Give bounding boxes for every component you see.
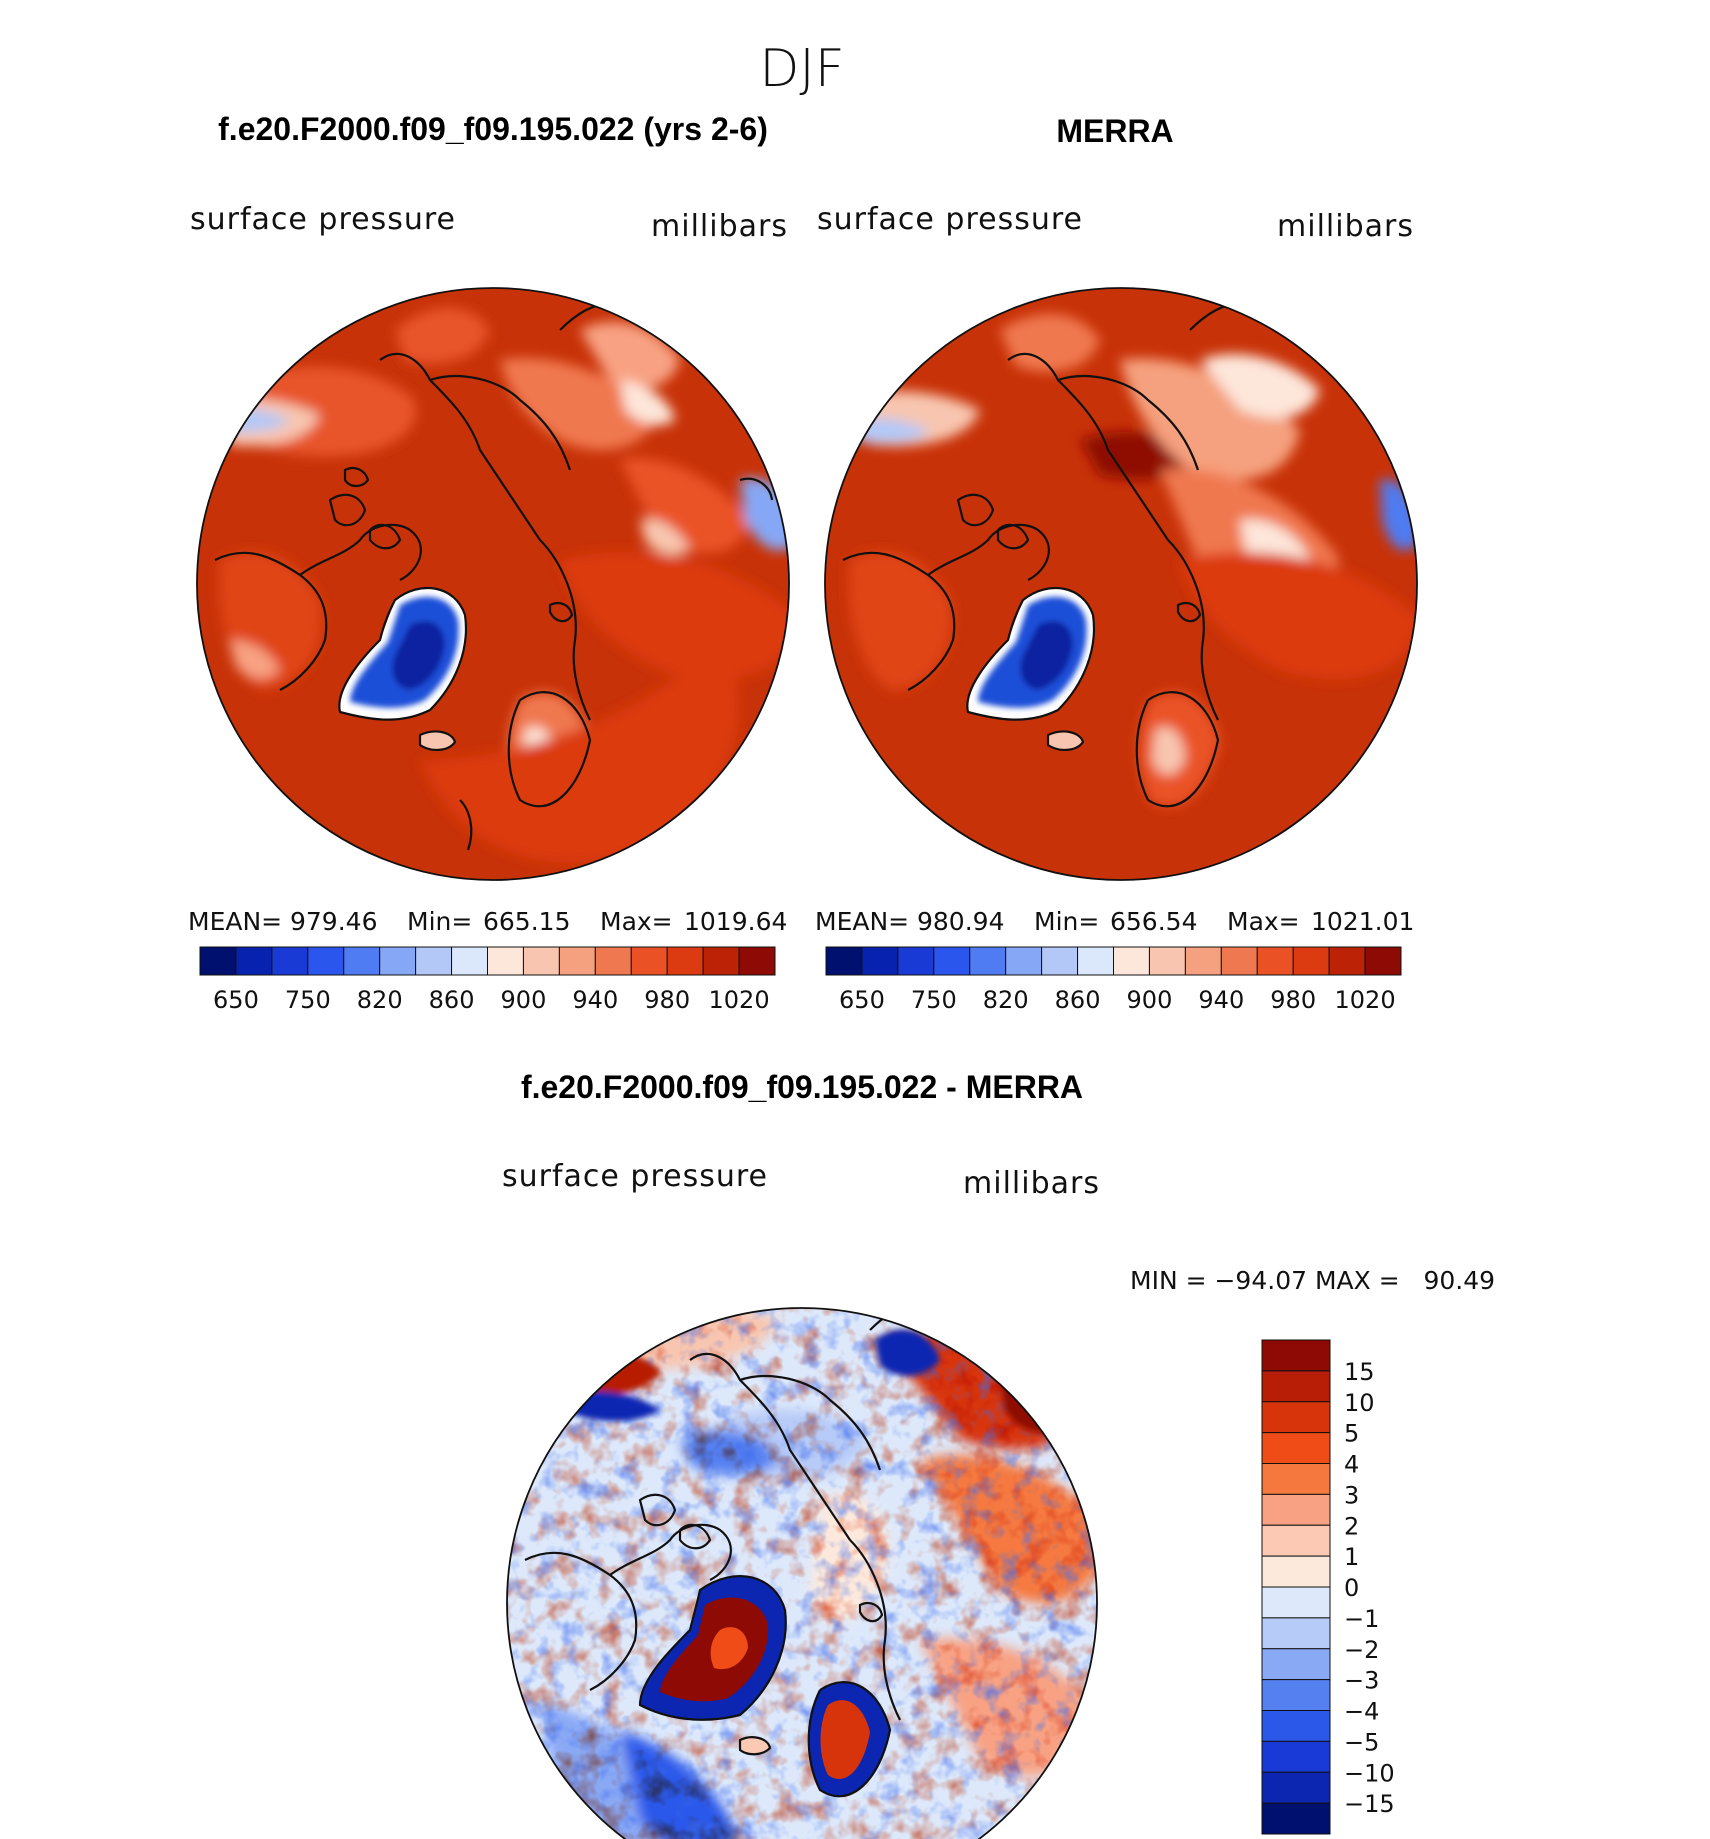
model-colorbar-swatch [416,947,452,975]
difference-colorbar-tick-label: 15 [1344,1357,1375,1386]
model-colorbar-swatch [667,947,703,975]
difference-polar-map [500,1296,1110,1839]
difference-colorbar-swatch [1262,1340,1330,1371]
difference-colorbar-tick-label: 10 [1344,1388,1375,1417]
difference-colorbar-swatch [1262,1772,1330,1803]
model-variable-label: surface pressure [190,202,456,237]
obs-units-label: millibars [1277,209,1414,244]
model-colorbar-swatch [308,947,344,975]
model-colorbar-swatch [344,947,380,975]
model-max-label: Max= [600,907,673,936]
obs-colorbar-tick-label: 650 [839,986,885,1014]
difference-colorbar-tick-label: −15 [1344,1790,1395,1819]
model-colorbar-tick-label: 900 [500,986,547,1014]
difference-colorbar-tick-label: 0 [1344,1574,1360,1602]
difference-colorbar-swatch [1262,1371,1330,1402]
model-colorbar-tick-label: 750 [284,986,331,1014]
obs-colorbar-swatch [1078,947,1114,975]
model-colorbar-tick-label: 940 [572,986,619,1014]
model-mean-label: MEAN= [188,907,283,936]
difference-colorbar-tick-label: 4 [1344,1450,1360,1479]
difference-colorbar [1262,1340,1395,1834]
model-colorbar-swatch [559,947,595,975]
model-colorbar-swatch [703,947,739,975]
difference-colorbar-swatch [1262,1618,1330,1649]
obs-colorbar-tick-label: 900 [1126,986,1173,1014]
difference-colorbar-tick-label: 2 [1344,1512,1360,1541]
obs-colorbar-tick-label: 750 [910,986,957,1014]
difference-colorbar-tick-label: −3 [1344,1666,1380,1695]
obs-colorbar-swatch [1042,947,1078,975]
difference-colorbar-swatch [1262,1803,1330,1834]
obs-colorbar-swatch [1185,947,1221,975]
model-colorbar-swatch [236,947,272,975]
obs-colorbar-swatch [1006,947,1042,975]
difference-colorbar-swatch [1262,1464,1330,1495]
obs-stats [815,907,1414,936]
model-colorbar-swatch [200,947,236,975]
model-colorbar-swatch [595,947,631,975]
obs-colorbar-tick-label: 980 [1270,986,1317,1014]
obs-variable-label: surface pressure [817,202,1083,237]
obs-max-value: 1021.01 [1311,907,1415,936]
difference-colorbar-tick-label: −10 [1344,1759,1395,1788]
obs-max-label: Max= [1227,907,1300,936]
difference-colorbar-swatch [1262,1711,1330,1742]
model-colorbar-tick-label: 980 [644,986,691,1014]
obs-panel [815,113,1428,1014]
obs-min-label: Min= [1034,907,1100,936]
difference-units-label: millibars [963,1166,1100,1201]
model-mean-value: 979.46 [290,907,378,936]
model-colorbar-tick-label: 1020 [708,986,770,1014]
difference-colorbar-swatch [1262,1741,1330,1772]
obs-colorbar-swatch [1221,947,1257,975]
difference-range-label: MIN = −94.07 MAX = 90.49 [1130,1266,1496,1295]
difference-panel [500,1069,1495,1839]
difference-colorbar-swatch [1262,1680,1330,1711]
difference-colorbar-swatch [1262,1494,1330,1525]
model-units-label: millibars [651,209,788,244]
obs-colorbar-swatch [862,947,898,975]
difference-colorbar-tick-label: −2 [1344,1635,1380,1664]
model-colorbar-swatch [631,947,667,975]
obs-mean-label: MEAN= [815,907,910,936]
obs-colorbar-tick-label: 940 [1198,986,1245,1014]
difference-variable-label: surface pressure [502,1159,768,1194]
model-max-value: 1019.64 [684,907,788,936]
model-colorbar-swatch [452,947,488,975]
obs-panel-title: MERRA [1056,113,1174,149]
model-polar-map [190,280,800,890]
obs-colorbar-swatch [826,947,862,975]
obs-min-value: 656.54 [1110,907,1198,936]
difference-colorbar-tick-label: −5 [1344,1728,1380,1757]
model-colorbar [200,947,775,1014]
obs-colorbar-tick-label: 1020 [1334,986,1396,1014]
difference-colorbar-tick-label: −1 [1344,1604,1380,1633]
season-title: DJF [759,39,845,99]
obs-colorbar-tick-label: 820 [982,986,1029,1014]
difference-colorbar-swatch [1262,1402,1330,1433]
model-colorbar-swatch [380,947,416,975]
model-colorbar-tick-label: 650 [213,986,259,1014]
difference-colorbar-swatch [1262,1525,1330,1556]
model-min-label: Min= [407,907,473,936]
difference-colorbar-tick-label: −4 [1344,1697,1380,1726]
obs-colorbar [826,947,1401,1014]
difference-colorbar-swatch [1262,1649,1330,1680]
obs-colorbar-tick-label: 860 [1054,986,1101,1014]
obs-colorbar-swatch [1293,947,1329,975]
difference-colorbar-tick-label: 5 [1344,1419,1360,1448]
obs-colorbar-swatch [898,947,934,975]
model-colorbar-swatch [739,947,775,975]
model-stats [188,907,787,936]
obs-colorbar-swatch [1114,947,1150,975]
model-panel-title: f.e20.F2000.f09_f09.195.022 (yrs 2-6) [218,111,768,147]
difference-colorbar-tick-label: 3 [1344,1481,1360,1510]
difference-colorbar-swatch [1262,1556,1330,1587]
difference-panel-title: f.e20.F2000.f09_f09.195.022 - MERRA [520,1069,1084,1105]
model-colorbar-swatch [523,947,559,975]
difference-colorbar-tick-label: 1 [1344,1543,1360,1572]
obs-colorbar-swatch [970,947,1006,975]
model-colorbar-swatch [272,947,308,975]
obs-polar-map [818,280,1428,890]
model-colorbar-tick-label: 860 [428,986,475,1014]
obs-colorbar-swatch [1257,947,1293,975]
model-panel [188,111,800,1014]
difference-colorbar-swatch [1262,1433,1330,1464]
obs-mean-value: 980.94 [917,907,1005,936]
difference-colorbar-swatch [1262,1587,1330,1618]
model-colorbar-tick-label: 820 [356,986,403,1014]
model-colorbar-swatch [488,947,524,975]
obs-colorbar-swatch [1329,947,1365,975]
obs-colorbar-swatch [934,947,970,975]
obs-colorbar-swatch [1365,947,1401,975]
model-min-value: 665.15 [483,907,571,936]
obs-colorbar-swatch [1149,947,1185,975]
